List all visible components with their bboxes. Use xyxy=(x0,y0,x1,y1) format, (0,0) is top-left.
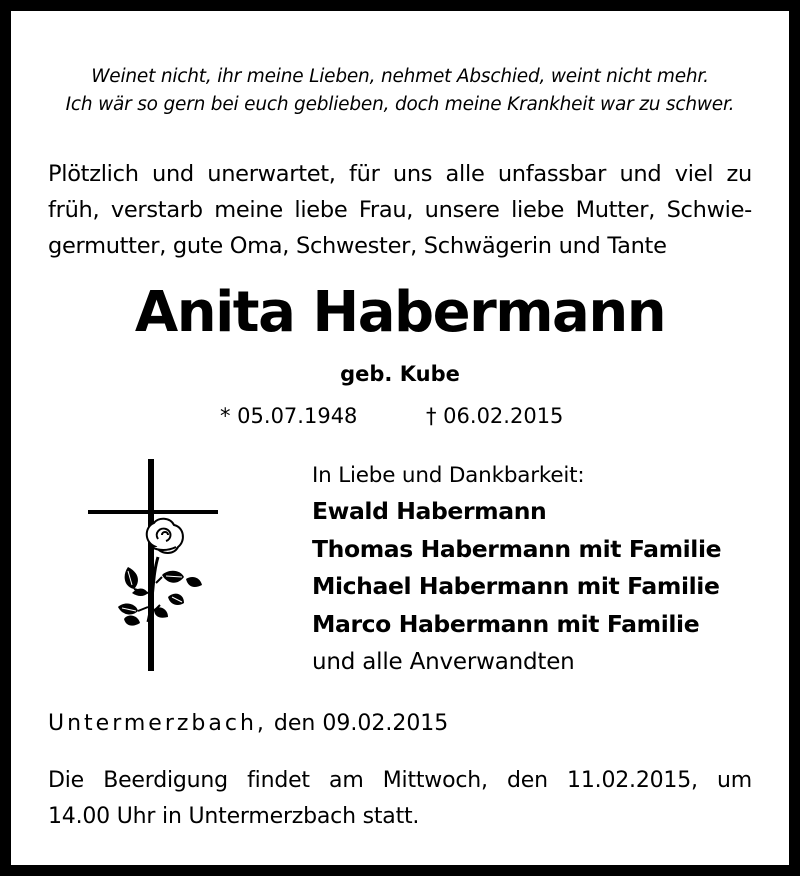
thanks-heading: In Liebe und Dankbarkeit: xyxy=(312,463,585,488)
place-name: Untermerzbach, xyxy=(48,711,267,736)
cross-with-rose-icon xyxy=(88,447,220,673)
place-date xyxy=(48,707,752,741)
mourner-name: Marco Habermann mit Familie xyxy=(312,609,700,638)
mourner-name: Michael Habermann mit Familie xyxy=(312,572,720,600)
funeral-line: Die Beerdigung findet am Mittwoch, den 11.02.2015, um xyxy=(48,768,752,793)
verse-line: Weinet nicht, ihr meine Lieben, nehmet Abschied, weint nicht mehr. xyxy=(91,66,709,87)
verse-line: Ich wär so gern bei euch geblieben, doch meine Krankheit war zu schwer. xyxy=(65,94,735,115)
intro-text xyxy=(48,156,752,264)
maiden-name: geb. Kube xyxy=(340,362,460,386)
deceased-name: Anita Habermann xyxy=(134,280,666,345)
funeral-line: 14.00 Uhr in Untermerzbach statt. xyxy=(48,804,420,829)
relatives-line: und alle Anverwandten xyxy=(312,649,575,675)
intro-line: Plötzlich und unerwartet, für uns alle unfassbar und viel zu xyxy=(48,161,752,187)
intro-line: germutter, gute Oma, Schwester, Schwägerin und Tante xyxy=(48,233,667,259)
notice-date: den 09.02.2015 xyxy=(273,711,449,736)
intro-line: früh, verstarb meine liebe Frau, unsere liebe Mutter, Schwie- xyxy=(48,197,752,223)
death-date: † 06.02.2015 xyxy=(426,404,564,428)
birth-date: * 05.07.1948 xyxy=(220,404,358,428)
mourners-block xyxy=(312,459,752,681)
funeral-info xyxy=(48,763,752,835)
verse xyxy=(48,63,752,119)
mourner-name: Ewald Habermann xyxy=(312,497,547,525)
mourner-name: Thomas Habermann mit Familie xyxy=(312,534,722,563)
